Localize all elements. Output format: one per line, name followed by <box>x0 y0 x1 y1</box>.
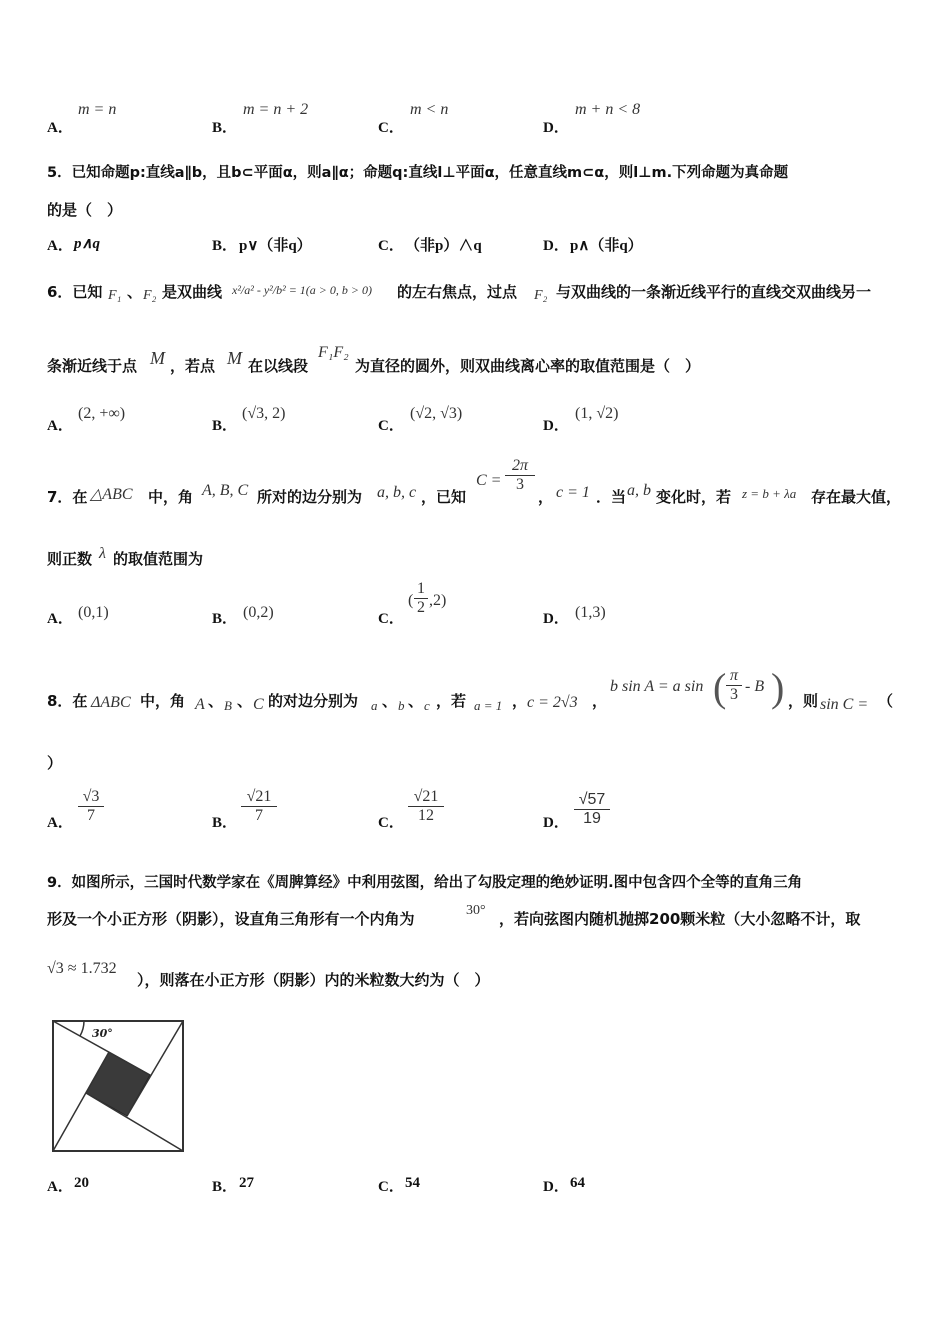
option-value: (1,3) <box>575 604 606 621</box>
option-value: p∧q <box>74 236 100 252</box>
q6-hyperbola-equation: x²/a² - y²/b² = 1(a > 0, b > 0) <box>232 283 372 297</box>
q7-text: 的取值范围为 <box>113 550 204 568</box>
option-value: 54 <box>405 1175 420 1191</box>
fraction-numerator: 2π <box>505 457 535 476</box>
q6-text: 6．已知 <box>47 283 103 301</box>
q8-text: 、 <box>382 692 398 710</box>
q7-text: 存在最大值， <box>811 488 902 506</box>
option-label: A． <box>47 418 73 434</box>
fraction-denominator: 7 <box>255 807 263 824</box>
q7-z-expression: z = b + λa <box>742 486 797 501</box>
q6-f2: F₂ <box>143 288 157 303</box>
option-label: B． <box>212 1179 238 1195</box>
figure-angle-label: 30° <box>92 1027 113 1040</box>
q9-stem-line3: ），则落在小正方形（阴影）内的米粒数大约为（ ） <box>137 971 490 989</box>
option-label: A． <box>47 1179 73 1195</box>
q9-approx: √3 ≈ 1.732 <box>47 960 117 977</box>
q8-text: ，则 <box>788 692 819 710</box>
option-value: (√3, 2) <box>242 405 286 422</box>
option-fraction <box>78 788 104 825</box>
option-label: A． <box>47 611 73 627</box>
option-value: (1, √2) <box>575 405 619 422</box>
option-value: m = n <box>78 101 117 118</box>
fraction-numerator: √57 <box>574 791 610 810</box>
q6-text: 与双曲线的一条渐近线平行的直线交双曲线另一 <box>556 283 872 301</box>
q7-text: ．当 <box>596 488 627 506</box>
q9-angle: 30° <box>466 903 486 918</box>
q8-side: b <box>398 698 405 713</box>
option-value: p∨（非q） <box>239 238 312 254</box>
q7-text: 所对的边分别为 <box>257 488 363 506</box>
option-label: A． <box>47 815 73 831</box>
q8-side: a <box>371 698 378 713</box>
q7-c-fraction <box>505 457 535 494</box>
q8-equation-tail: - B <box>745 678 765 695</box>
option-label: D． <box>543 418 569 434</box>
q8-angle: A <box>195 696 205 713</box>
option-value: (0,2) <box>243 604 274 621</box>
q8-fraction <box>726 667 742 704</box>
q7-c-lhs: C = <box>476 472 502 489</box>
option-value: m < n <box>410 101 449 118</box>
option-label: B． <box>212 815 238 831</box>
q8-triangle: ΔABC <box>91 694 131 711</box>
q8-paren-close: ) <box>771 665 785 710</box>
option-value: m + n < 8 <box>575 101 641 118</box>
q8-text: 的对边分别为 <box>268 692 359 710</box>
q7-text: ，已知 <box>421 488 467 506</box>
option-label: D． <box>543 238 569 254</box>
q9-stem-line2: ，若向弦图内随机抛掷200颗米粒（大小忽略不计，取 <box>499 910 861 928</box>
option-label: A． <box>47 120 73 136</box>
option-fraction <box>241 788 277 825</box>
q9-stem-line1: 9．如图所示，三国时代数学家在《周脾算经》中利用弦图，给出了勾股定理的绝妙证明.图中包含四个全等的直角三角 <box>47 875 803 891</box>
q9-string-figure <box>50 1018 186 1154</box>
q7-text: 则正数 <box>47 550 93 568</box>
q8-paren-open: ( <box>713 665 727 710</box>
option-value: 64 <box>570 1175 585 1191</box>
option-label: A． <box>47 238 73 254</box>
q8-text: ） <box>47 754 63 772</box>
option-label: B． <box>212 611 238 627</box>
q8-text: ， <box>512 692 528 710</box>
q7-c-equals: c = 1 <box>556 484 590 501</box>
q8-text: 、 <box>237 692 253 710</box>
option-label: C． <box>378 418 404 434</box>
option-label: B． <box>212 238 238 254</box>
option-value: (√2, √3) <box>410 405 463 422</box>
option-label: C． <box>378 238 404 254</box>
q5-stem-line2: 的是（ ） <box>47 201 123 219</box>
q8-text: 中，角 <box>140 692 186 710</box>
fraction-denominator: 12 <box>418 807 434 824</box>
q7-text: 7．在 <box>47 488 88 506</box>
option-label: D． <box>543 1179 569 1195</box>
option-label: B． <box>212 418 238 434</box>
q8-angle: C <box>253 696 264 713</box>
fraction-denominator: 2 <box>417 599 425 616</box>
q8-text: （ <box>878 692 894 710</box>
q6-text: 为直径的圆外，则双曲线离心率的取值范围是（ ） <box>355 357 701 375</box>
q8-text: ，若 <box>436 692 467 710</box>
q6-text: ，若点 <box>170 357 216 375</box>
option-label: C． <box>378 120 404 136</box>
q6-segment: F₁F₂ <box>318 344 349 361</box>
q8-a-value: a = 1 <box>474 698 503 713</box>
q6-text: 、 <box>127 283 143 301</box>
q5-stem-line1: 5．已知命题p:直线a∥b，且b⊂平面α，则a∥α；命题q:直线l⊥平面α，任意直线m⊂α，则l⊥m.下列命题为真命题 <box>47 165 789 181</box>
q8-text: ， <box>592 692 608 710</box>
option-label: D． <box>543 815 569 831</box>
q6-text: 是双曲线 <box>162 283 223 301</box>
q6-text: 在以线段 <box>248 357 309 375</box>
fraction-denominator: 3 <box>730 686 738 703</box>
option-value: m = n + 2 <box>243 101 309 118</box>
q8-text: 、 <box>408 692 424 710</box>
option-label: B． <box>212 120 238 136</box>
option-value: ,2) <box>429 592 447 609</box>
option-label: D． <box>543 611 569 627</box>
option-value: 27 <box>239 1175 254 1191</box>
q7-text: ， <box>538 488 554 506</box>
fraction-numerator: √21 <box>408 788 444 807</box>
fraction-numerator: π <box>726 667 742 686</box>
q8-sinc: sin C = <box>820 696 869 713</box>
option-value: 20 <box>74 1175 89 1191</box>
fraction-denominator: 7 <box>87 807 95 824</box>
q6-text: 条渐近线于点 <box>47 357 138 375</box>
q7-lambda: λ <box>99 545 106 562</box>
q8-text: 、 <box>208 692 224 710</box>
option-value: （非p）∧q <box>405 238 482 254</box>
q7-text: 变化时，若 <box>656 488 732 506</box>
q8-angle: B <box>224 698 232 713</box>
q8-side: c <box>424 698 430 713</box>
q8-text: 8．在 <box>47 692 88 710</box>
q8-c-value: c = 2√3 <box>527 694 578 711</box>
fraction-numerator: √21 <box>241 788 277 807</box>
q8-equation-left: b sin A = a sin <box>610 678 704 695</box>
option-label: C． <box>378 611 404 627</box>
q7-ab: a, b <box>627 482 651 499</box>
q6-f1: F₁ <box>108 288 122 303</box>
q7-angles: A, B, C <box>202 482 249 499</box>
option-label: D． <box>543 120 569 136</box>
q6-point-m: M <box>150 348 165 368</box>
option-value: (2, +∞) <box>78 405 126 422</box>
q6-text: 的左右焦点，过点 <box>397 283 518 301</box>
q6-point-m: M <box>227 348 242 368</box>
q6-f2: F₂ <box>534 288 548 303</box>
option-label: C． <box>378 815 404 831</box>
q7-text: 中，角 <box>148 488 194 506</box>
option-value: (0,1) <box>78 604 109 621</box>
q9-stem-line2: 形及一个小正方形（阴影），设直角三角形有一个内角为 <box>47 910 415 928</box>
option-value: ( <box>408 592 414 609</box>
q7-sides: a, b, c <box>377 484 417 501</box>
option-label: C． <box>378 1179 404 1195</box>
fraction-denominator: 19 <box>583 810 601 827</box>
option-c-fraction <box>414 580 428 617</box>
option-fraction <box>408 788 444 825</box>
fraction-numerator: 1 <box>414 580 428 599</box>
fraction-numerator: √3 <box>78 788 104 807</box>
option-fraction <box>574 791 610 828</box>
option-value: p∧（非q） <box>570 238 643 254</box>
q7-triangle: △ABC <box>90 486 133 503</box>
fraction-denominator: 3 <box>516 476 524 493</box>
